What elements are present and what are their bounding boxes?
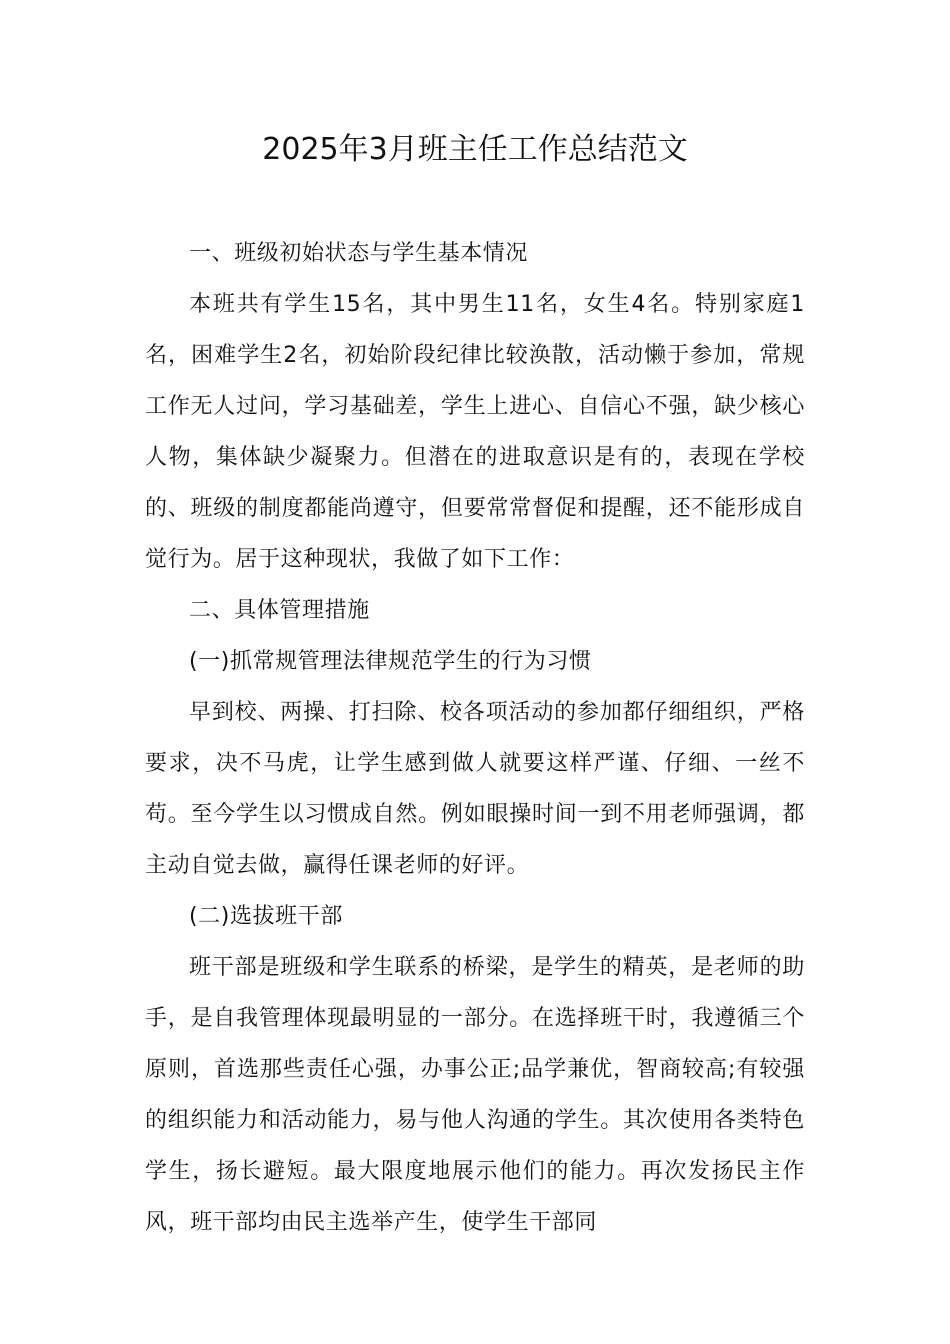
document-body	[145, 228, 805, 1248]
section-heading-2: 二、具体管理措施	[189, 598, 370, 623]
subsection-heading-1: (一)抓常规管理法律规范学生的行为习惯	[189, 649, 592, 674]
paragraph-1: 本班共有学生15名，其中男生11名，女生4名。特别家庭1名，困难学生2名，初始阶段纪律比较涣散，活动懒于参加，常规工作无人过问，学习基础差，学生上进心、自信心不强，缺少核心人物，集体缺少凝聚力。但潜在的进取意识是有的，表现在学校的、班级的制度都能尚遵守，但要常常督促和提醒，还不能形成自觉行为。居于这种现状，我做了如下工作：	[145, 292, 805, 572]
subsection-heading-2: (二)选拔班干部	[189, 904, 343, 929]
paragraph-3: 班干部是班级和学生联系的桥梁，是学生的精英，是老师的助手，是自我管理体现最明显的一部分。在选择班干时，我遵循三个原则，首选那些责任心强，办事公正;品学兼优，智商较高;有较强的组织能力和活动能力，易与他人沟通的学生。其次使用各类特色学生，扬长避短。最大限度地展示他们的能力。再次发扬民主作风，班干部均由民主选举产生，使学生干部同	[145, 955, 805, 1235]
section-heading-1: 一、班级初始状态与学生基本情况	[189, 241, 529, 266]
document-title: 2025年3月班主任工作总结范文	[262, 132, 688, 167]
paragraph-2: 早到校、两操、打扫除、校各项活动的参加都仔细组织，严格要求，决不马虎，让学生感到做人就要这样严谨、仔细、一丝不苟。至今学生以习惯成自然。例如眼操时间一到不用老师强调，都主动自觉去做，赢得任课老师的好评。	[145, 700, 805, 878]
